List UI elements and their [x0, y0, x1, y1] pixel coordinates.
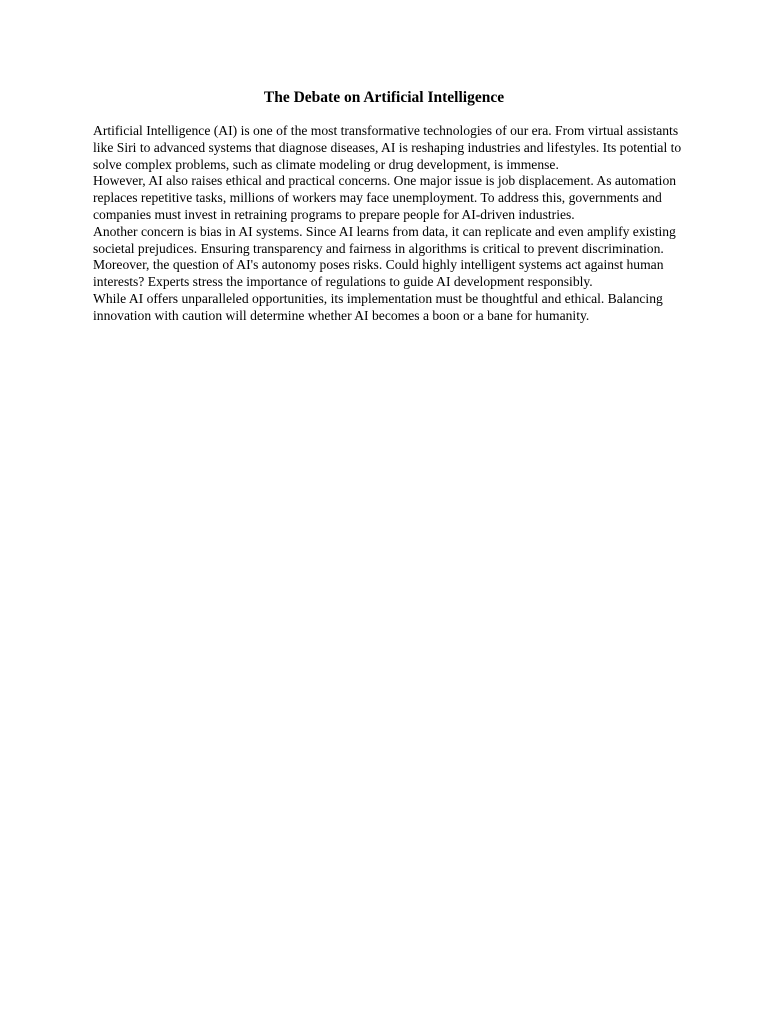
document-title: The Debate on Artificial Intelligence: [263, 89, 505, 106]
paragraph-concerns: However, AI also raises ethical and practical concerns. One major issue is job displacement. As automation replaces repetitive tasks, millions of workers may face unemployment. To address this, governments and companies must invest in retraining programs to prepare people for AI-driven industries.: [93, 173, 677, 222]
paragraph-conclusion: While AI offers unparalleled opportunities, its implementation must be thoughtful and ethical. Balancing innovation with caution will determine whether AI becomes a boon or a bane for humanity.: [93, 290, 663, 323]
paragraph-bias: Another concern is bias in AI systems. Since AI learns from data, it can replicate and even amplify existing societal prejudices. Ensuring transparency and fairness in algorithms is critical to prevent discrimination. Moreover, the question of AI's autonomy poses risks. Could highly intelligent systems act against human interests? Experts stress the importance of regulations to guide AI development responsibly.: [93, 223, 676, 290]
paragraph-intro: Artificial Intelligence (AI) is one of the most transformative technologies of our era. From virtual assistants like Siri to advanced systems that diagnose diseases, AI is reshaping industries and lifestyles. Its potential to solve complex problems, such as climate modeling or drug development, is immense.: [93, 123, 682, 172]
document-body: [93, 123, 683, 325]
